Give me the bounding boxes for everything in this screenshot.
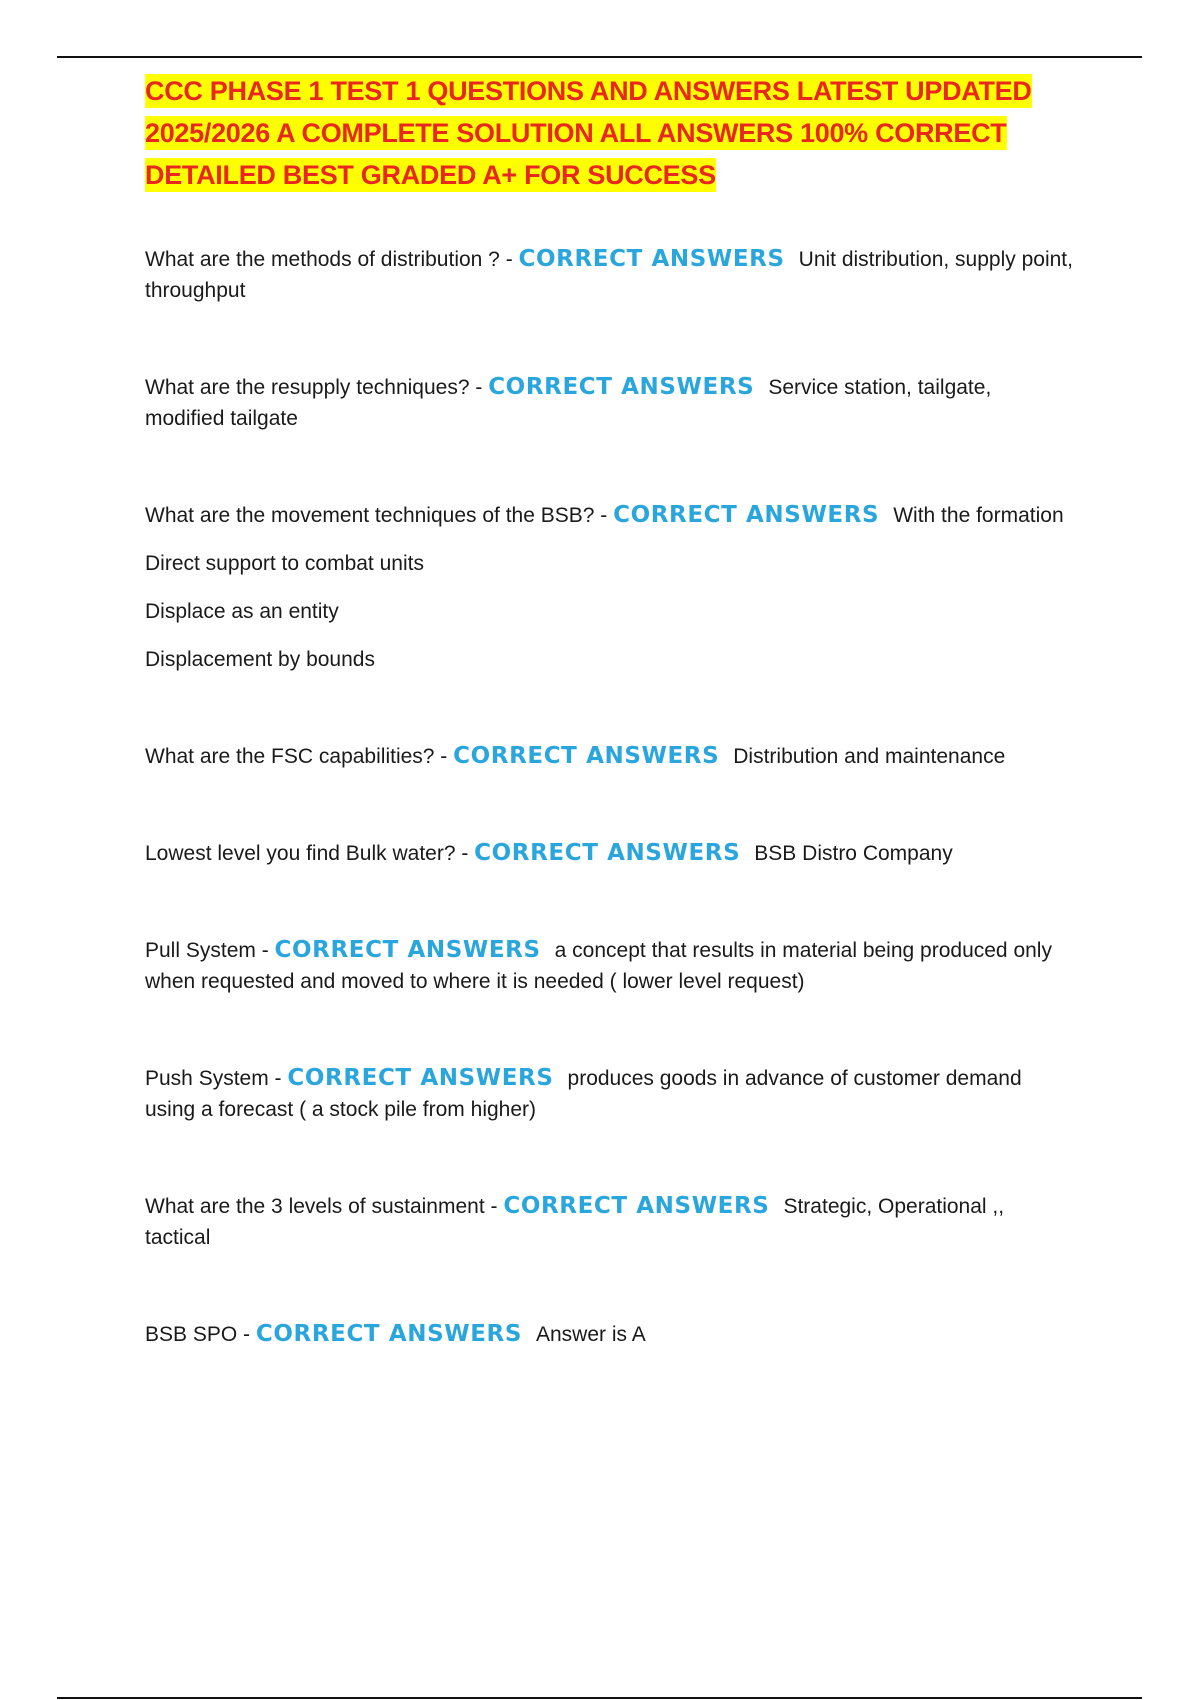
answer-text: Unit distribution, supply point, throughput	[145, 248, 1073, 302]
answer-text: Distribution and maintenance	[733, 745, 1006, 768]
separator: -	[455, 842, 475, 865]
question-text: Lowest level you find Bulk water?	[145, 842, 456, 865]
qa-item	[145, 500, 1075, 531]
answer-line: Displacement by bounds	[145, 648, 375, 671]
qa-item	[145, 244, 1075, 306]
correct-answers-tag: CORRECT ANSWERS	[274, 937, 541, 963]
question-text: BSB SPO	[145, 1323, 238, 1346]
answer-text: Service station, tailgate, modified tailgate	[145, 376, 992, 430]
answer-line: Direct support to combat units	[145, 552, 424, 575]
top-rule	[57, 56, 1142, 58]
separator: -	[434, 745, 454, 768]
answer-text: a concept that results in material being produced only when requested and moved to where it is needed ( lower level request)	[145, 939, 1052, 993]
document-title	[145, 70, 1075, 196]
separator: -	[594, 504, 614, 527]
correct-answers-tag: CORRECT ANSWERS	[503, 1193, 770, 1219]
question-text: Push System	[145, 1067, 269, 1090]
question-text: What are the resupply techniques?	[145, 376, 470, 399]
qa-item	[145, 1191, 1075, 1253]
correct-answers-tag: CORRECT ANSWERS	[287, 1065, 554, 1091]
answer-text: With the formation	[893, 504, 1064, 527]
correct-answers-tag: CORRECT ANSWERS	[488, 374, 755, 400]
separator: -	[469, 376, 489, 399]
qa-item	[145, 741, 1075, 772]
correct-answers-tag: CORRECT ANSWERS	[474, 840, 741, 866]
correct-answers-tag: CORRECT ANSWERS	[453, 743, 720, 769]
separator: -	[499, 248, 519, 271]
question-text: What are the 3 levels of sustainment	[145, 1195, 485, 1218]
qa-item	[145, 1319, 1075, 1350]
bottom-rule	[57, 1697, 1142, 1699]
qa-item	[145, 1063, 1075, 1125]
question-text: What are the movement techniques of the BSB?	[145, 504, 595, 527]
correct-answers-tag: CORRECT ANSWERS	[613, 502, 880, 528]
answer-text: BSB Distro Company	[754, 842, 953, 865]
question-text: Pull System	[145, 939, 256, 962]
separator: -	[237, 1323, 256, 1346]
qa-item	[145, 838, 1075, 869]
document-title-text: CCC PHASE 1 TEST 1 QUESTIONS AND ANSWERS LATEST UPDATED 2025/2026 A COMPLETE SOLUTION ALL ANSWERS 100% CORRECT DETAILED BEST GRADED A+ FOR SUCCESS	[145, 76, 1032, 190]
answer-text: Answer is A	[536, 1323, 646, 1346]
answer-text: produces goods in advance of customer demand using a forecast ( a stock pile from higher)	[145, 1067, 1022, 1121]
qa-item	[145, 372, 1075, 434]
qa-item	[145, 935, 1075, 997]
correct-answers-tag: CORRECT ANSWERS	[255, 1321, 522, 1347]
separator: -	[255, 939, 275, 962]
document-body	[145, 70, 1075, 1350]
separator: -	[484, 1195, 504, 1218]
answer-text: Strategic, Operational ,, tactical	[145, 1195, 1005, 1249]
answer-line: Displace as an entity	[145, 600, 339, 623]
separator: -	[268, 1067, 288, 1090]
correct-answers-tag: CORRECT ANSWERS	[518, 246, 785, 272]
question-text: What are the FSC capabilities?	[145, 745, 435, 768]
question-text: What are the methods of distribution ?	[145, 248, 500, 271]
